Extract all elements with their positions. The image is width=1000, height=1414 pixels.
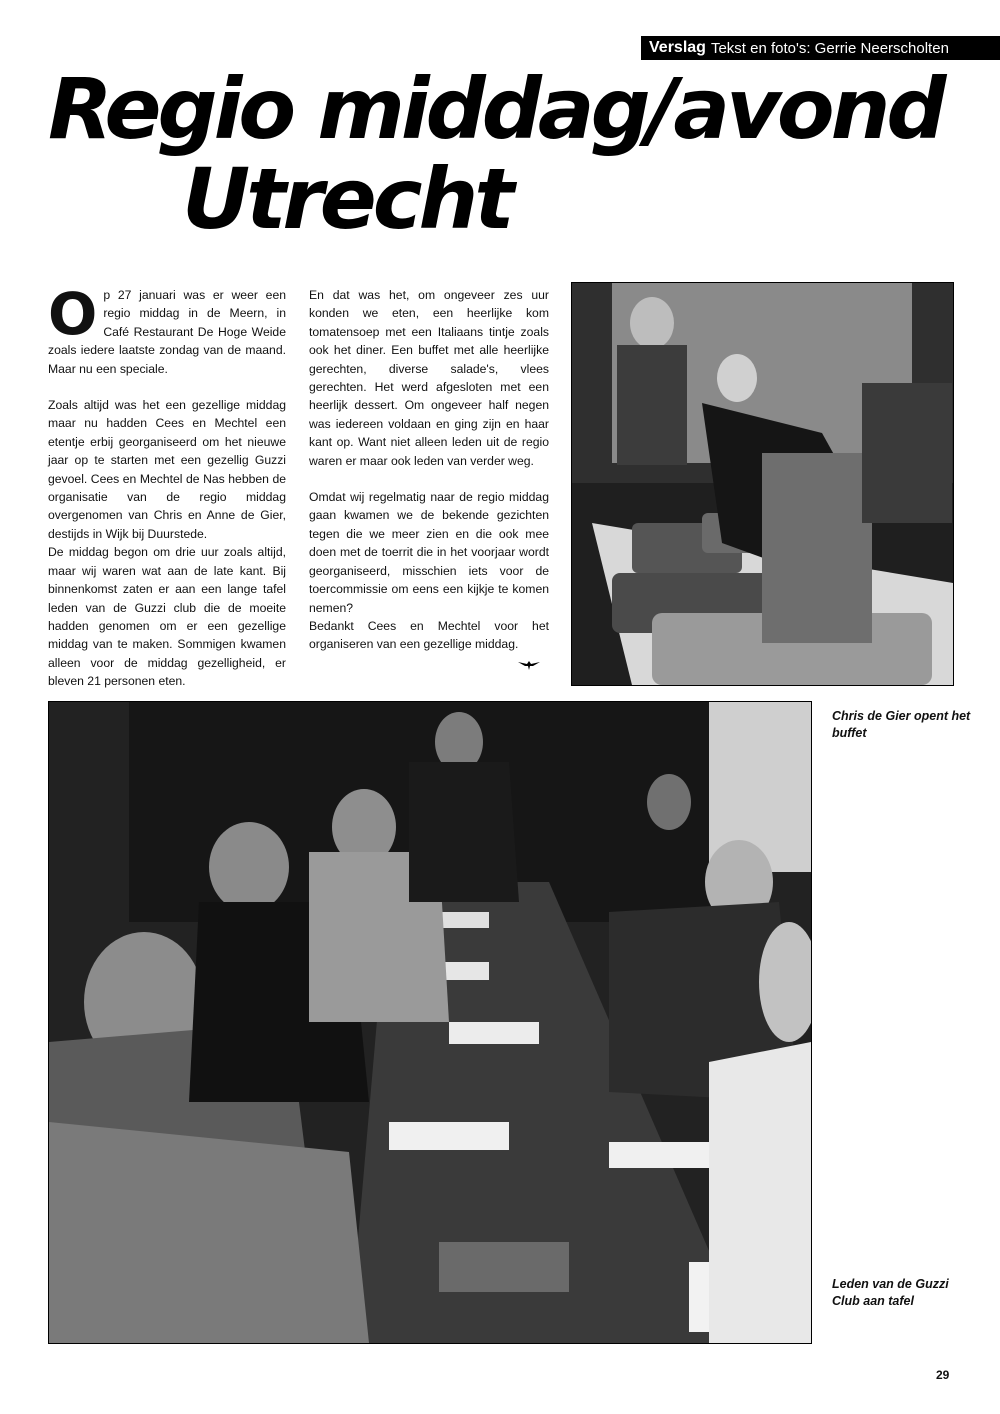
article-column-2 [309,286,549,676]
drop-cap: O [48,280,98,348]
guzzi-eagle-icon [517,658,541,676]
headline-line-2: Utrecht [182,150,511,248]
paragraph-3: De middag begon om drie uur zoals altijd, maar wij waren wat aan de late kant. Bij binnenkomst zaten er aan een lange tafel leden van de Guzzi club die de moeite hadden genomen om er een gezellige middag van te maken. Sommigen kwamen alleen voor de middag gezelligheid, er bleven 21 personen eten. [48,545,286,689]
caption-buffet: Chris de Gier opent het buffet [832,709,971,740]
photo-guzzi-members-table [48,701,812,1344]
photo-buffet [571,282,954,686]
author-credit: Tekst en foto's: Gerrie Neerscholten [710,39,949,57]
page-number: 29 [936,1368,950,1382]
paragraph-4: En dat was het, om ongeveer zes uur konden we eten, een heerlijke kom tomatensoep met een Italiaans tintje zoals ook het diner. Een buffet met alle heerlijke gerechten, diverse salade's, vlees gerechten. Het werd afgesloten met een heerlijk dessert. Om ongeveer half negen was iedereen voldaan en ging zijn en haar kant op. Want niet alleen leden uit de regio waren er maar ook leden van verder weg. [309,288,549,468]
article-column-1 [48,280,286,691]
paragraph-5: Omdat wij regelmatig naar de regio middag gaan kwamen we de bekende gezichten tegen die we meer zien en die ook mee doen met de toerrit die in het voorjaar wordt georganiseerd, misschien iets voor de toercommissie om eens een kijkje te komen nemen? [309,490,549,615]
paragraph-1-text: p 27 januari was er weer een regio middag in de Meern, in Café Restaurant De Hoge Weide zoals iedere laatste zondag van de maand. Maar nu een speciale. [48,288,286,376]
caption-table: Leden van de Guzzi Club aan tafel [832,1277,949,1308]
article-headline [48,60,943,248]
paragraph-2: Zoals altijd was het een gezellige middag maar nu hadden Cees en Mechtel een etentje erbij georganiseerd om het nieuwe jaar op te starten met een gezellig Guzzi gevoel. Cees en Mechtel de Nas hebben de organisatie van de regio middag overgenomen van Chris en Anne de Gier, destijds in Wijk bij Duurstede. [48,398,286,541]
section-label: Verslag [649,39,706,56]
headline-line-1: Regio middag/avond [48,60,943,158]
paragraph-1 [48,280,286,378]
section-header-bar [641,36,1000,60]
paragraph-6: Bedankt Cees en Mechtel voor het organiseren van een gezellige middag. [309,618,549,652]
